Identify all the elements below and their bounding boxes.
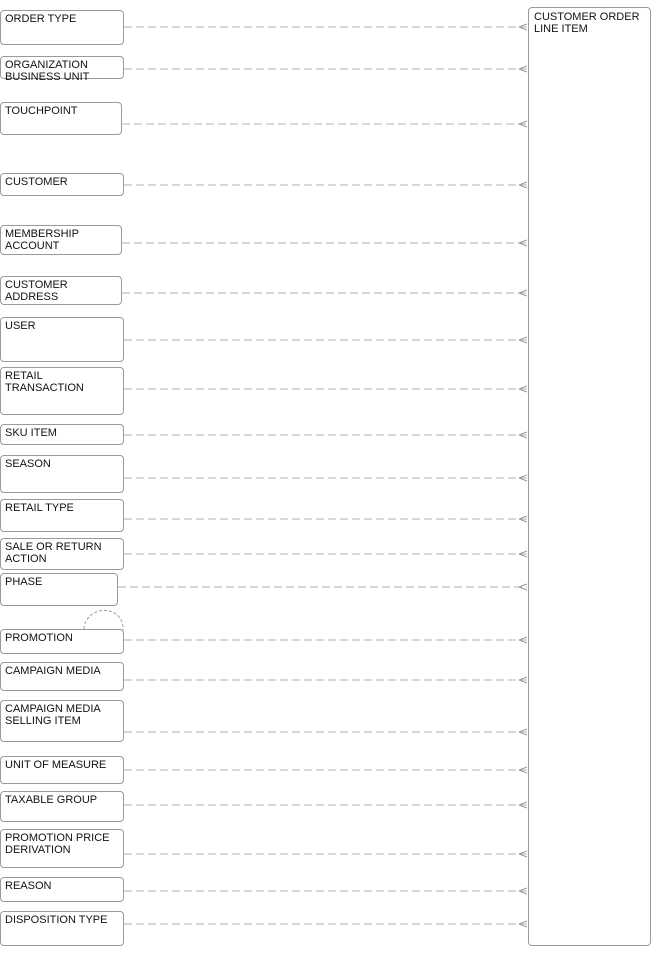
entity-label: PHASE [5,576,43,588]
entity-touchpoint[interactable] [0,102,122,135]
entity-order-type[interactable] [0,10,124,45]
entity-label: CUSTOMER ADDRESS [5,279,68,303]
entity-promotion[interactable] [0,629,124,654]
entity-campaign-media-selling-item[interactable] [0,700,124,742]
entity-unit-of-measure[interactable] [0,756,124,784]
entity-taxable-group[interactable] [0,791,124,822]
entity-disposition-type[interactable] [0,911,124,946]
entity-label: DISPOSITION TYPE [5,914,108,926]
entity-user[interactable] [0,317,124,362]
entity-label: CAMPAIGN MEDIA [5,665,101,677]
entity-retail-type[interactable] [0,499,124,532]
entity-customer[interactable] [0,173,124,196]
entity-retail-transaction[interactable] [0,367,124,415]
entity-label: ORDER TYPE [5,13,77,25]
entity-label: SALE OR RETURN ACTION [5,541,102,565]
crows-foot-icon [519,584,527,590]
entity-customer-order-line-item[interactable] [528,7,651,946]
entity-membership-account[interactable] [0,225,122,255]
entity-label: UNIT OF MEASURE [5,759,107,771]
entity-label: RETAIL TYPE [5,502,74,514]
entity-organization-business-unit[interactable] [0,56,124,83]
entity-label: RETAIL TRANSACTION [5,370,84,394]
entity-label: MEMBERSHIP ACCOUNT [5,228,79,252]
entity-campaign-media[interactable] [0,662,124,691]
entity-label: PROMOTION [5,632,73,644]
entity-label: SEASON [5,458,51,470]
entity-label: SKU ITEM [5,427,57,439]
entity-reason[interactable] [0,877,124,902]
entity-label: CUSTOMER ORDER LINE ITEM [534,11,640,35]
entity-label: CAMPAIGN MEDIA SELLING ITEM [5,703,101,727]
entity-label: USER [5,320,36,332]
self-relationship-line-promotion [84,610,123,630]
entity-label: PROMOTION PRICE DERIVATION [5,832,110,856]
entity-label: TOUCHPOINT [5,105,78,117]
entity-label: CUSTOMER [5,176,68,188]
entity-sale-or-return-action[interactable] [0,538,124,570]
entity-phase[interactable] [0,573,118,606]
entity-label: ORGANIZATION BUSINESS UNIT [5,59,90,83]
entity-label: TAXABLE GROUP [5,794,98,806]
entity-customer-address[interactable] [0,276,122,305]
entity-label: REASON [5,880,52,892]
entity-season[interactable] [0,455,124,493]
entity-sku-item[interactable] [0,424,124,445]
entity-promotion-price-derivation[interactable] [0,829,124,868]
